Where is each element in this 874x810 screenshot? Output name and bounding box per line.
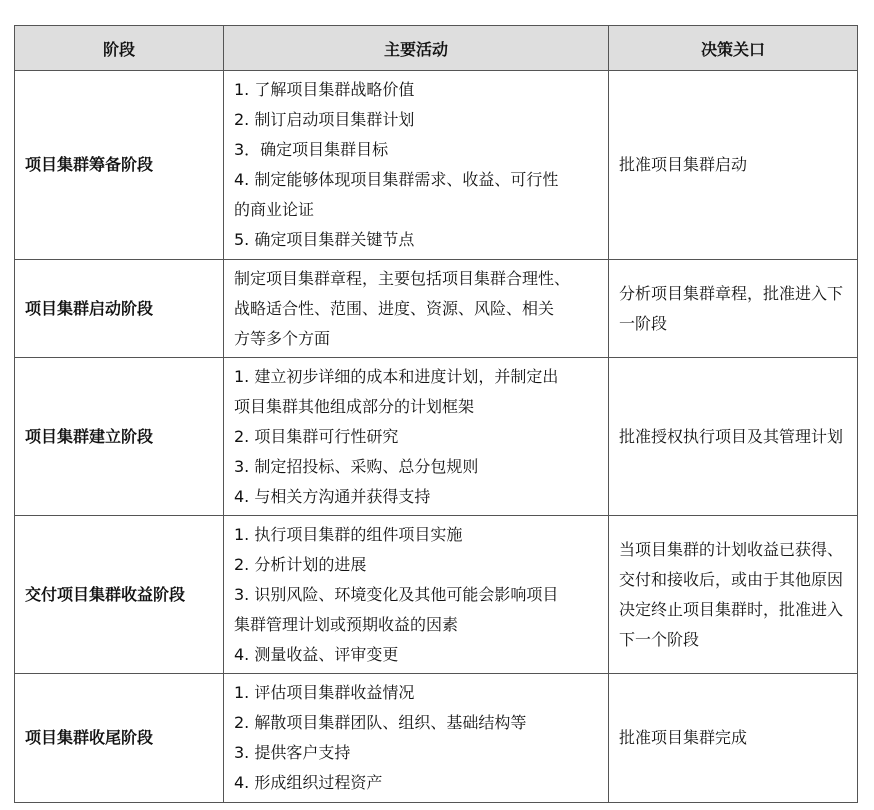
activity-line: 2. 分析计划的进展 [234, 554, 367, 574]
stage-cell: 项目集群收尾阶段 [15, 674, 224, 803]
activity-line: 集群管理计划或预期收益的因素 [234, 614, 459, 634]
activity-line: 1. 建立初步详细的成本和进度计划，并制定出 [234, 366, 559, 386]
decision-cell [609, 358, 858, 516]
activity-line: 3. 识别风险、环境变化及其他可能会影响项目 [234, 584, 559, 604]
stage-cell: 交付项目集群收益阶段 [15, 516, 224, 674]
activity-line: 1. 评估项目集群收益情况 [234, 683, 415, 702]
decision-text: 批准项目集群启动 [619, 155, 748, 174]
program-lifecycle-table [14, 25, 858, 803]
decision-cell [609, 674, 858, 803]
activity-line: 制定项目集群章程，主要包括项目集群合理性、 [234, 268, 571, 288]
stage-cell: 项目集群建立阶段 [15, 358, 224, 516]
activity-line: 战略适合性、范围、进度、资源、风险、相关 [234, 298, 555, 318]
activity-line: 2. 解散项目集群团队、组织、基础结构等 [234, 713, 527, 732]
stage-cell: 项目集群启动阶段 [15, 260, 224, 358]
activities-cell [224, 358, 609, 516]
activity-line: 3．确定项目集群目标 [234, 140, 389, 159]
table-row [15, 260, 858, 358]
decision-text: 批准授权执行项目及其管理计划 [619, 426, 844, 446]
table-row [15, 516, 858, 674]
decision-text: 批准项目集群完成 [619, 728, 748, 747]
decision-text: 当项目集群的计划收益已获得、交付和接收后，或由于其他原因决定终止项目集群时，批准进入下一个阶段 [619, 539, 844, 649]
activity-line: 项目集群其他组成部分的计划框架 [234, 396, 475, 416]
activity-line: 1. 了解项目集群战略价值 [234, 80, 415, 99]
header-row [15, 26, 858, 71]
activities-cell [224, 71, 609, 260]
activity-line: 3. 提供客户支持 [234, 743, 351, 762]
stage-cell: 项目集群筹备阶段 [15, 71, 224, 260]
decision-cell [609, 71, 858, 260]
header-activities: 主要活动 [224, 26, 609, 71]
table-row [15, 71, 858, 260]
activity-line: 3. 制定招投标、采购、总分包规则 [234, 456, 479, 476]
activity-line: 的商业论证 [234, 200, 315, 219]
header-stage: 阶段 [15, 26, 224, 71]
activity-line: 2. 项目集群可行性研究 [234, 426, 399, 446]
activity-line: 4. 测量收益、评审变更 [234, 644, 399, 664]
activity-line: 4. 与相关方沟通并获得支持 [234, 486, 431, 506]
activity-line: 1. 执行项目集群的组件项目实施 [234, 524, 463, 544]
decision-cell [609, 260, 858, 358]
table-row [15, 358, 858, 516]
activity-line: 5. 确定项目集群关键节点 [234, 230, 415, 249]
activities-cell [224, 260, 609, 358]
activity-line: 4. 制定能够体现项目集群需求、收益、可行性 [234, 170, 559, 189]
activity-line: 4. 形成组织过程资产 [234, 773, 383, 792]
header-decision: 决策关口 [609, 26, 858, 71]
activity-line: 2. 制订启动项目集群计划 [234, 110, 415, 129]
table-row [15, 674, 858, 803]
activity-line: 方等多个方面 [234, 328, 331, 348]
activities-cell [224, 516, 609, 674]
decision-text: 分析项目集群章程，批准进入下一阶段 [619, 283, 844, 333]
decision-cell [609, 516, 858, 674]
activities-cell [224, 674, 609, 803]
